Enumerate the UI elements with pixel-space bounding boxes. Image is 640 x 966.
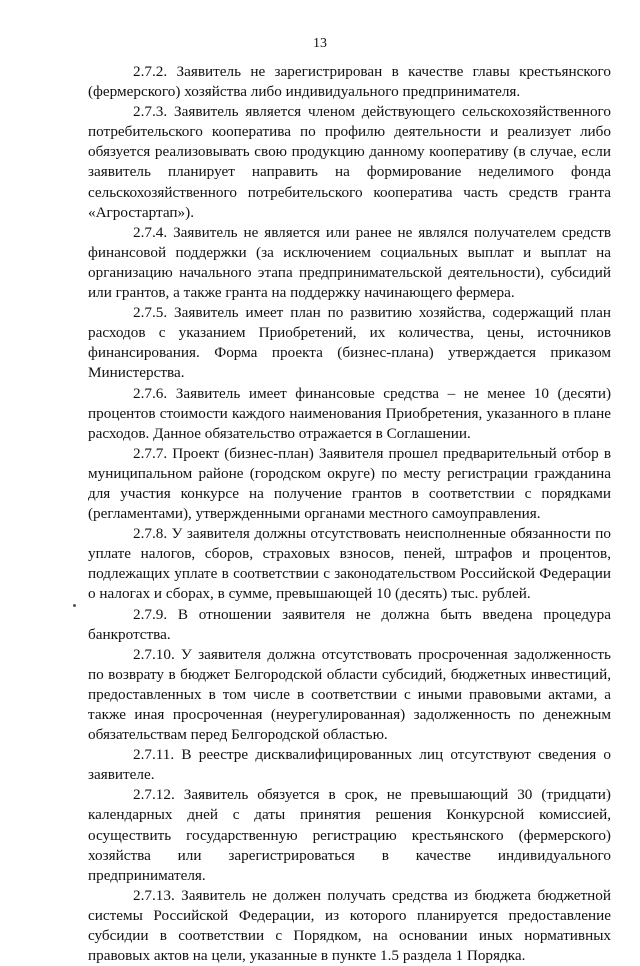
- paragraph-2-7-10: 2.7.10. У заявителя должна отсутствовать просроченная задолженность по возврату в бюджет Белгородской области субсидий, бюджетных инвестиций, предоставленных в том числе в соответствии с иными правовыми актами, а также иная просроченная (неурегулированная) задолженность по денежным обязательствам перед Белгородской областью.: [88, 645, 611, 744]
- paragraph-2-7-8: 2.7.8. У заявителя должны отсутствовать неисполненные обязанности по уплате налогов, сборов, страховых взносов, пеней, штрафов и процентов, подлежащих уплате в соответствии с законодательством Российской Федерации о налогах и сборах, в сумме, превышающей 10 (десять) тыс. рублей.: [88, 525, 611, 603]
- paragraph-2-7-4: 2.7.4. Заявитель не является или ранее не являлся получателем средств финансовой поддержки (за исключением социальных выплат и выплат на организацию начального этапа предпринимательской деятельности), субсидий или грантов, а также гранта на поддержку начинающего фермера.: [88, 223, 611, 302]
- scan-mark: [73, 604, 76, 607]
- paragraph-2-7-9: 2.7.9. В отношении заявителя не должна быть введена процедура банкротства.: [88, 605, 611, 643]
- page-number: 13: [313, 36, 327, 51]
- paragraph-2-7-3: 2.7.3. Заявитель является членом действующего сельскохозяйственного потребительского кооператива по профилю деятельности и реализует либо обязуется реализовывать свою продукцию данному кооперативу (в случае, если заявитель планирует направить на формирование неделимого фонда сельскохозяйственного потребительского кооператива часть средств гранта «Агростартап»).: [88, 103, 611, 221]
- paragraph-2-7-7: 2.7.7. Проект (бизнес-план) Заявителя прошел предварительный отбор в муниципальном районе (городском округе) по месту регистрации гражданина для участия конкурсе на получение грантов в соответствии с порядками (регламентами), утвержденными органами местного самоуправления.: [88, 444, 611, 523]
- document-body: [88, 62, 611, 966]
- paragraph-2-7-11: 2.7.11. В реестре дисквалифицированных лиц отсутствуют сведения о заявителе.: [88, 746, 611, 784]
- paragraph-2-7-6: 2.7.6. Заявитель имеет финансовые средства – не менее 10 (десяти) процентов стоимости каждого наименования Приобретения, указанного в плане расходов. Данное обязательство отражается в Соглашении.: [88, 384, 611, 442]
- paragraph-2-7-2: 2.7.2. Заявитель не зарегистрирован в качестве главы крестьянского (фермерского) хозяйства либо индивидуального предпринимателя.: [88, 63, 611, 101]
- paragraph-2-7-12: 2.7.12. Заявитель обязуется в срок, не превышающий 30 (тридцати) календарных дней с даты принятия решения Конкурсной комиссией, осуществить государственную регистрацию крестьянского (фермерского) хозяйства или зарегистрироваться в качестве индивидуального предпринимателя.: [88, 786, 611, 884]
- paragraph-2-7-13: 2.7.13. Заявитель не должен получать средства из бюджета бюджетной системы Российской Федерации, из которого планируется предоставление субсидии в соответствии с Порядком, на основании иных нормативных правовых актов на цели, указанные в пункте 1.5 раздела 1 Порядка.: [88, 886, 611, 965]
- paragraph-2-7-5: 2.7.5. Заявитель имеет план по развитию хозяйства, содержащий план расходов с указанием Приобретений, их количества, цены, источников финансирования. Форма проекта (бизнес-плана) утверждается приказом Министерства.: [88, 304, 611, 382]
